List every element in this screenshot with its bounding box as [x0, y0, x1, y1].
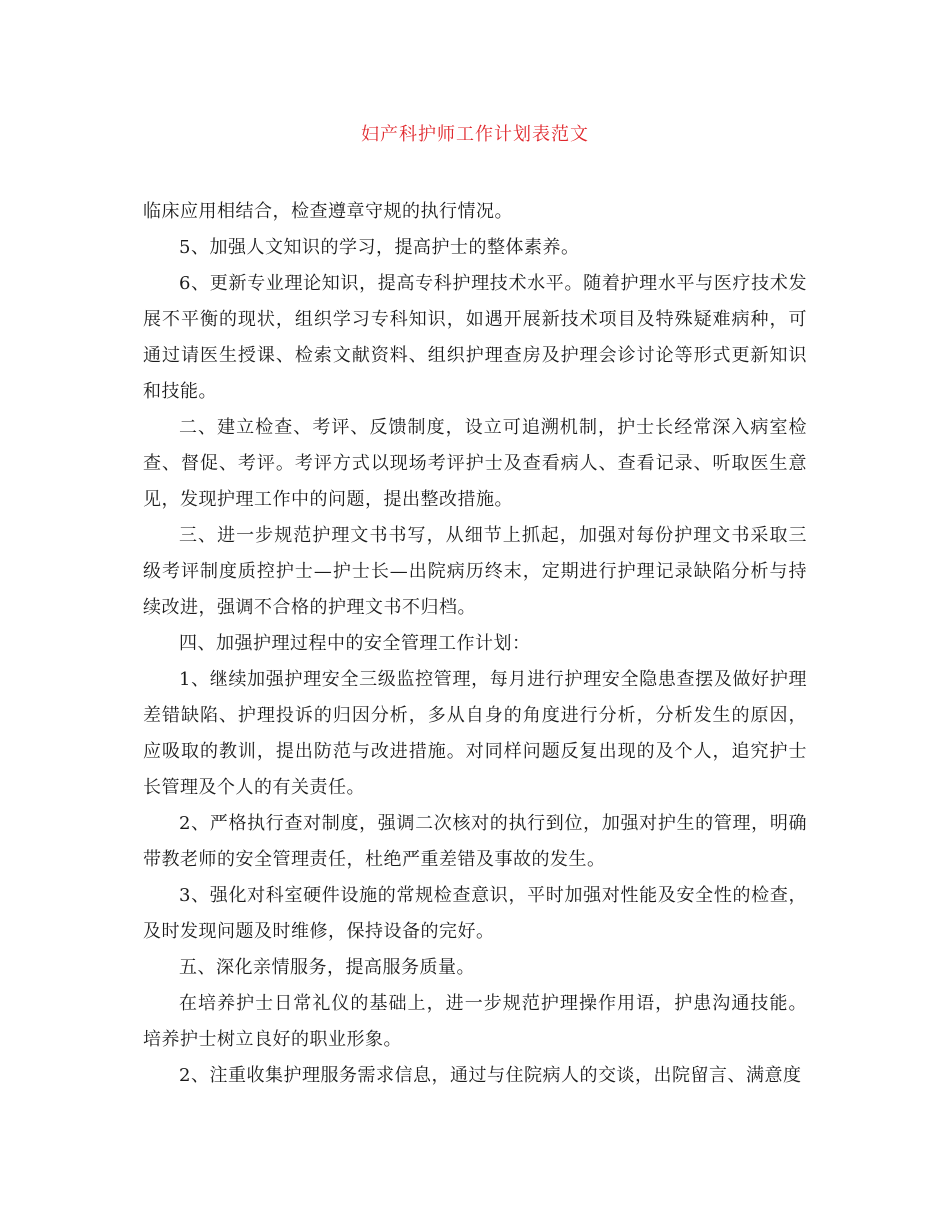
- paragraph-item-5: 5、加强人文知识的学习，提高护士的整体素养。: [179, 237, 580, 258]
- paragraph-continuation: 临床应用相结合，检查遵章守规的执行情况。: [143, 201, 513, 222]
- paragraph-section-4-heading: 四、加强护理过程中的安全管理工作计划：: [179, 633, 531, 654]
- document-title: 妇产科护师工作计划表范文: [361, 124, 589, 145]
- paragraph-section-3: 三、进一步规范护理文书书写，从细节上抓起，加强对每份护理文书采取三级考评制度质控护士—护士长—出院病历终末，定期进行护理记录缺陷分析与持续改进，强调不合格的护理文书不归档。: [143, 525, 807, 618]
- paragraph-section-4-item-3: 3、强化对科室硬件设施的常规检查意识，平时加强对性能及安全性的检查，及时发现问题及时维修，保持设备的完好。: [143, 885, 807, 942]
- paragraph-section-5-heading: 五、深化亲情服务，提高服务质量。: [179, 957, 475, 978]
- document-body: [143, 194, 807, 1094]
- paragraph-item-6: 6、更新专业理论知识，提高专科护理技术水平。随着护理水平与医疗技术发展不平衡的现状，组织学习专科知识，如遇开展新技术项目及特殊疑难病种，可通过请医生授课、检索文献资料、组织护理查房及护理会诊讨论等形式更新知识和技能。: [143, 273, 807, 402]
- paragraph-section-4-item-1: 1、继续加强护理安全三级监控管理，每月进行护理安全隐患查摆及做好护理差错缺陷、护理投诉的归因分析，多从自身的角度进行分析，分析发生的原因，应吸取的教训，提出防范与改进措施。对同样问题反复出现的及个人，追究护士长管理及个人的有关责任。: [143, 669, 807, 798]
- paragraph-section-4-item-2: 2、严格执行查对制度，强调二次核对的执行到位，加强对护生的管理，明确带教老师的安全管理责任，杜绝严重差错及事故的发生。: [143, 813, 807, 870]
- paragraph-section-5-item-2: 2、注重收集护理服务需求信息，通过与住院病人的交谈，出院留言、满意度: [179, 1065, 802, 1086]
- paragraph-section-5-text: 在培养护士日常礼仪的基础上，进一步规范护理操作用语，护患沟通技能。培养护士树立良好的职业形象。: [143, 993, 807, 1050]
- paragraph-section-2: 二、建立检查、考评、反馈制度，设立可追溯机制，护士长经常深入病室检查、督促、考评。考评方式以现场考评护士及查看病人、查看记录、听取医生意见，发现护理工作中的问题，提出整改措施。: [143, 417, 807, 510]
